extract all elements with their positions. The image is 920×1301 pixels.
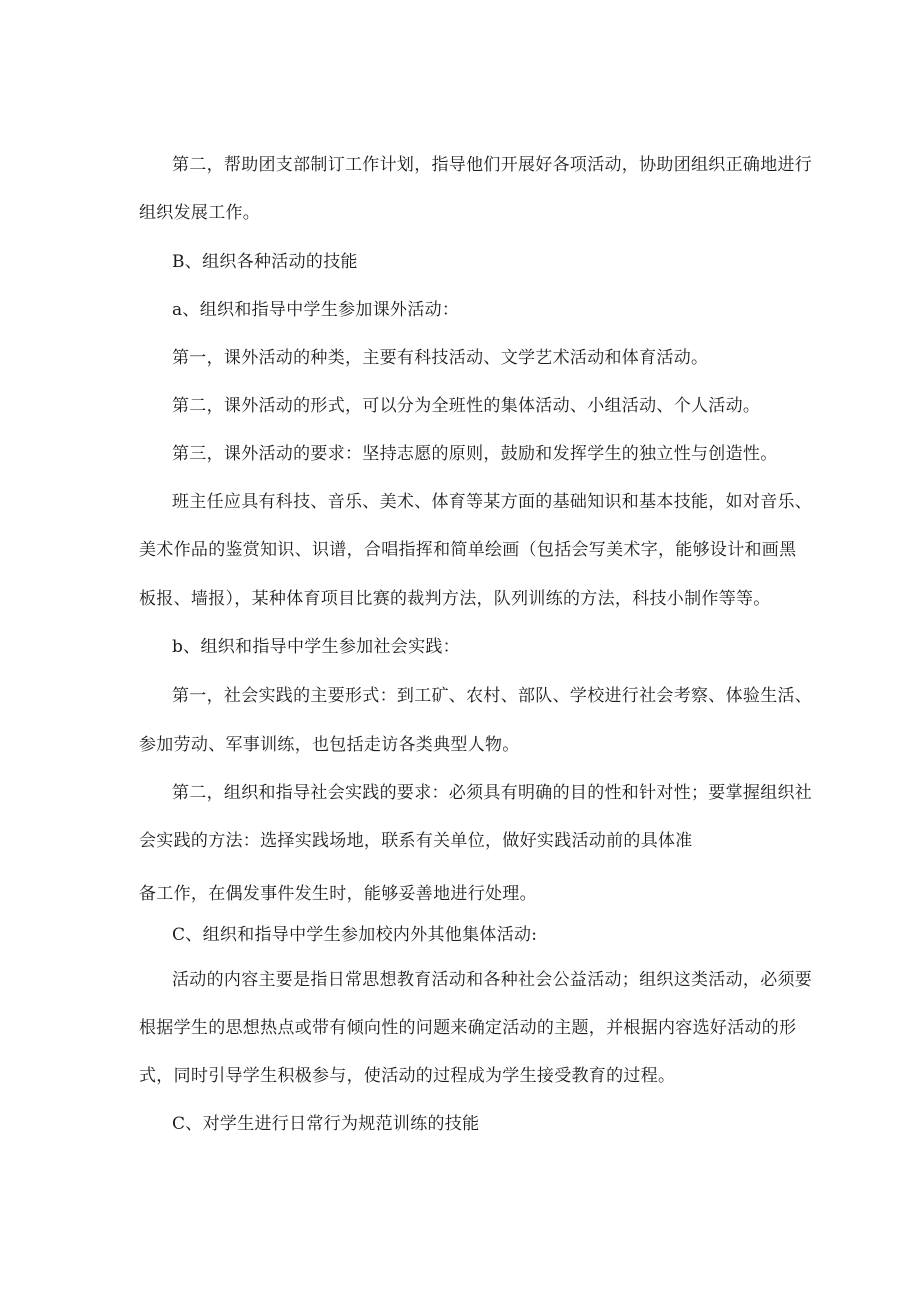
subsection-heading: b、组织和指导中学生参加社会实践：	[172, 637, 460, 657]
paragraph-line: 参加劳动、军事训练，也包括走访各类典型人物。	[139, 735, 520, 755]
paragraph-line: 第三，课外活动的要求：坚持志愿的原则，鼓励和发挥学生的独立性与创造性。	[172, 444, 778, 464]
paragraph-line: 会实践的方法：选择实践场地，联系有关单位，做好实践活动前的具体准	[139, 831, 693, 851]
paragraph-line: 第二，帮助团支部制订工作计划，指导他们开展好各项活动，协助团组织正确地进行	[172, 155, 813, 175]
paragraph-line: 班主任应具有科技、音乐、美术、体育等某方面的基础知识和基本技能，如对音乐、	[172, 492, 813, 512]
subsection-heading: C、组织和指导中学生参加校内外其他集体活动:	[172, 925, 538, 945]
paragraph-line: 第一，课外活动的种类，主要有科技活动、文学艺术活动和体育活动。	[172, 348, 709, 368]
paragraph-line: 活动的内容主要是指日常思想教育活动和各种社会公益活动；组织这类活动，必须要	[172, 970, 813, 990]
paragraph-line: 第二，组织和指导社会实践的要求：必须具有明确的目的性和针对性；要掌握组织社	[172, 783, 813, 803]
paragraph-line: 根据学生的思想热点或带有倾向性的问题来确定活动的主题，并根据内容选好活动的形	[139, 1018, 797, 1038]
paragraph-line: 备工作，在偶发事件发生时，能够妥善地进行处理。	[139, 884, 537, 904]
subsection-heading: a、组织和指导中学生参加课外活动：	[172, 300, 460, 320]
paragraph-line: 美术作品的鉴赏知识、识谱，合唱指挥和简单绘画（包括会写美术字，能够设计和画黑	[139, 540, 797, 560]
section-heading: B、组织各种活动的技能	[172, 252, 358, 272]
paragraph-line: 板报、墙报），某种体育项目比赛的裁判方法，队列训练的方法，科技小制作等等。	[139, 589, 771, 609]
section-heading: C、对学生进行日常行为规范训练的技能	[172, 1114, 480, 1134]
paragraph-line: 组织发展工作。	[139, 203, 261, 223]
paragraph-line: 第一，社会实践的主要形式：到工矿、农村、部队、学校进行社会考察、体验生活、	[172, 686, 813, 706]
paragraph-line: 式，同时引导学生积极参与，使活动的过程成为学生接受教育的过程。	[139, 1066, 676, 1086]
paragraph-line: 第二，课外活动的形式，可以分为全班性的集体活动、小组活动、个人活动。	[172, 396, 761, 416]
